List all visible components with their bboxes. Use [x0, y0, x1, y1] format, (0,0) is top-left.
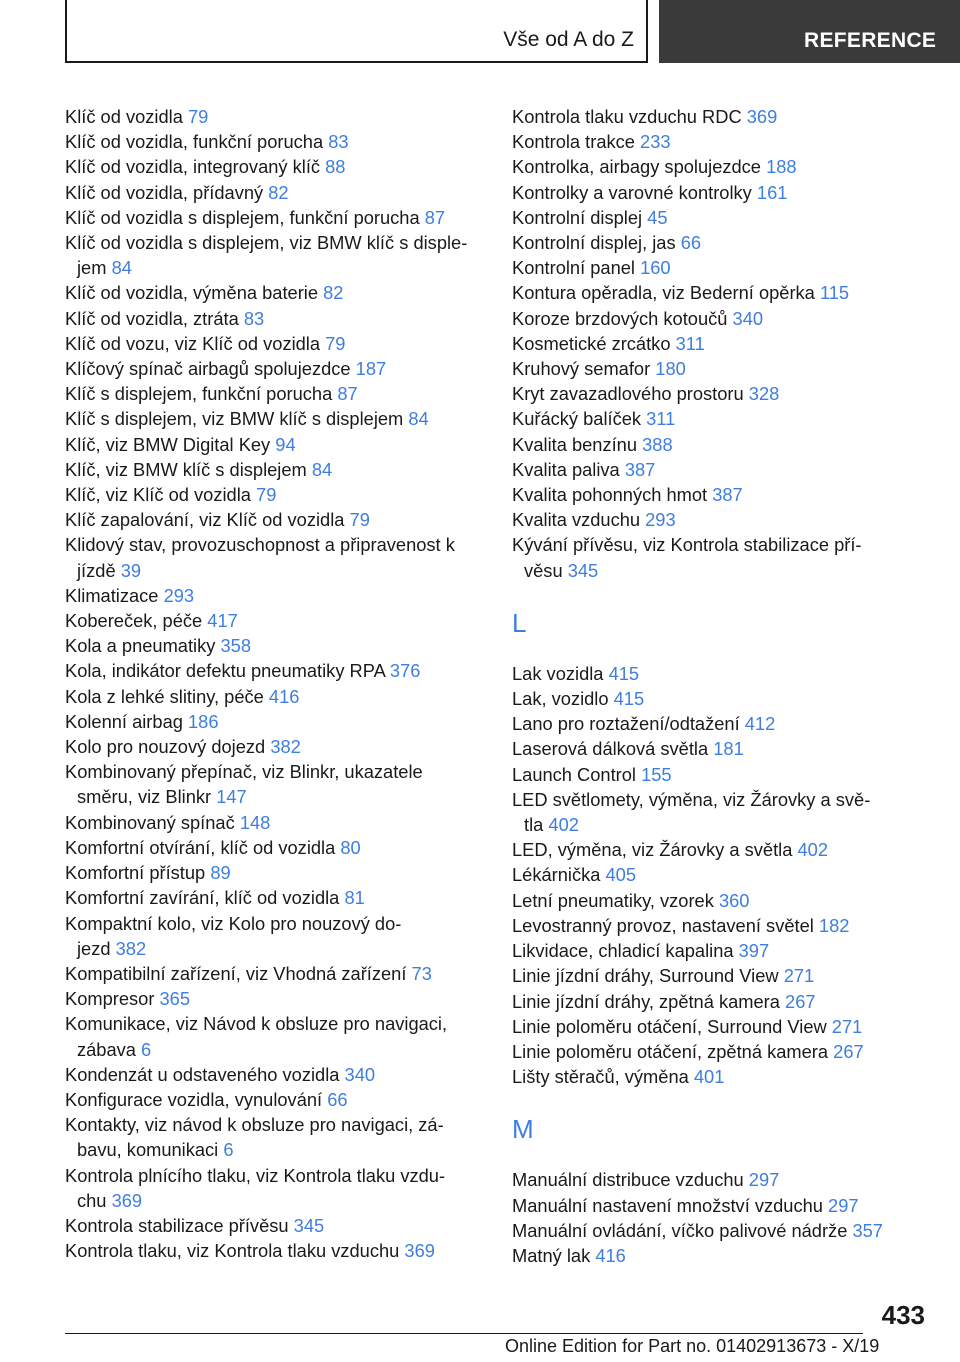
index-column-right — [512, 104, 932, 1268]
page-reference-link[interactable]: 297 — [748, 1169, 780, 1191]
page-reference-link[interactable]: 87 — [337, 383, 358, 405]
index-term: Likvidace, chladicí kapalina — [512, 940, 734, 962]
page-reference-link[interactable]: 182 — [818, 914, 850, 936]
index-term: Komfortní otvírání, klíč od vozidla — [65, 836, 336, 858]
index-entry — [512, 963, 932, 988]
page-reference-link[interactable]: 80 — [340, 836, 361, 858]
page-reference-link[interactable]: 160 — [640, 257, 671, 279]
index-term: Kondenzát u odstaveného vozidla — [65, 1063, 340, 1085]
index-entry — [512, 1014, 932, 1039]
index-entry — [65, 835, 485, 860]
index-entry — [512, 787, 932, 837]
index-term: Klidový stav, provozuschopnost a připravenost k — [65, 534, 455, 556]
index-term: Linie jízdní dráhy, Surround View — [512, 965, 779, 987]
index-term: Kola a pneumatiky — [65, 635, 216, 657]
page-reference-link[interactable]: 415 — [608, 662, 640, 684]
index-term: LED světlomety, výměna, viz Žárovky a svě- — [512, 788, 871, 810]
page-reference-link[interactable]: 311 — [675, 332, 705, 354]
page-reference-link[interactable]: 271 — [831, 1015, 863, 1037]
page-reference-link[interactable]: 369 — [746, 106, 778, 127]
page-reference-link[interactable]: 6 — [223, 1139, 234, 1161]
index-entry — [512, 482, 932, 507]
index-term: Kontakty, viz návod k obsluze pro navigaci, zá- — [65, 1114, 444, 1136]
index-term: Kosmetické zrcátko — [512, 332, 671, 354]
index-entry — [65, 633, 485, 658]
page-reference-link[interactable]: 293 — [163, 584, 195, 606]
index-term: Kola, indikátor defektu pneumatiky RPA — [65, 660, 385, 682]
index-entry — [65, 381, 485, 406]
page-reference-link[interactable]: 79 — [349, 509, 370, 531]
index-entry — [512, 762, 932, 787]
page-reference-link[interactable]: 401 — [693, 1066, 725, 1088]
index-entry — [65, 331, 485, 356]
page-reference-link[interactable]: 147 — [216, 786, 247, 808]
page-reference-link[interactable]: 405 — [605, 864, 637, 886]
page-reference-link[interactable]: 271 — [783, 965, 815, 987]
index-entry — [512, 686, 932, 711]
page-reference-link[interactable]: 161 — [756, 181, 788, 203]
page-reference-link[interactable]: 82 — [268, 181, 289, 203]
page-reference-link[interactable]: 328 — [748, 383, 780, 405]
page-number: 433 — [881, 1300, 925, 1330]
index-entry — [512, 507, 932, 532]
index-term: Kobereček, péče — [65, 610, 203, 632]
index-term: Linie jízdní dráhy, zpětná kamera — [512, 990, 780, 1012]
index-entry — [65, 1011, 485, 1061]
page-reference-link[interactable]: 81 — [344, 887, 365, 909]
page-reference-link[interactable]: 365 — [159, 988, 191, 1010]
index-entry — [65, 1213, 485, 1238]
index-entry — [65, 961, 485, 986]
index-term: Levostranný provoz, nastavení světel — [512, 914, 814, 936]
index-entry — [512, 306, 932, 331]
page-reference-link[interactable]: 83 — [243, 307, 265, 329]
page-reference-link[interactable]: 345 — [567, 559, 599, 581]
index-term: Manuální nastavení množství vzduchu — [512, 1194, 823, 1216]
index-term: Kontrolní panel — [512, 257, 635, 279]
index-entry — [512, 1039, 932, 1064]
index-term: Kolo pro nouzový dojezd — [65, 736, 266, 758]
index-term: Kontrola plnícího tlaku, viz Kontrola tlaku vzdu- — [65, 1164, 446, 1186]
index-term: Klíč, viz BMW Digital Key — [65, 433, 271, 455]
index-entry — [65, 432, 485, 457]
page-reference-link[interactable]: 45 — [647, 206, 668, 228]
index-term: Kontrola tlaku, viz Kontrola tlaku vzduchu — [65, 1240, 400, 1262]
page-reference-link[interactable]: 66 — [327, 1088, 348, 1110]
index-term: Kola z lehké slitiny, péče — [65, 685, 264, 707]
index-entry — [512, 888, 932, 913]
index-entry — [65, 1163, 485, 1213]
page-reference-link[interactable]: 388 — [642, 433, 673, 455]
page-reference-link[interactable]: 155 — [641, 763, 672, 785]
index-entry — [65, 507, 485, 532]
index-term: Klíč s displejem, funkční porucha — [65, 383, 333, 405]
index-entry — [512, 406, 932, 431]
index-term: Klíčový spínač airbagů spolujezdce — [65, 358, 351, 380]
index-entry — [512, 205, 932, 230]
index-entry — [65, 734, 485, 759]
index-entry — [65, 885, 485, 910]
index-entry — [512, 180, 932, 205]
page-reference-link[interactable]: 340 — [344, 1063, 376, 1085]
index-entry — [512, 432, 932, 457]
index-entry — [65, 608, 485, 633]
page-reference-link[interactable]: 187 — [355, 358, 387, 380]
index-term: Kryt zavazadlového prostoru — [512, 383, 744, 405]
page-reference-link[interactable]: 387 — [712, 484, 743, 506]
index-term: Kvalita pohonných hmot — [512, 484, 708, 506]
index-entry — [512, 280, 932, 305]
page-reference-link[interactable]: 66 — [680, 232, 702, 254]
index-entry — [512, 255, 932, 280]
page-reference-link[interactable]: 376 — [389, 660, 421, 682]
index-term: Lano pro roztažení/odtažení — [512, 713, 740, 735]
index-term: Kombinovaný spínač — [65, 811, 235, 833]
index-term: Launch Control — [512, 763, 636, 785]
index-term: Kombinovaný přepínač, viz Blinkr, ukazatele — [65, 761, 423, 783]
index-term: Klíč od vozidla, funkční porucha — [65, 131, 324, 153]
index-term: Lékárnička — [512, 864, 601, 886]
index-term: Matný lak — [512, 1244, 591, 1266]
page-reference-link[interactable]: 412 — [744, 713, 776, 735]
index-term: Klíč od vozu, viz Klíč od vozidla — [65, 332, 321, 354]
page-reference-link[interactable]: 267 — [785, 990, 816, 1012]
index-term: Kontrola trakce — [512, 131, 635, 153]
index-entry — [65, 356, 485, 381]
index-term: Kuřácký balíček — [512, 408, 642, 430]
index-entry — [65, 532, 485, 582]
index-term: Lak, vozidlo — [512, 688, 609, 710]
page-reference-link[interactable]: 297 — [828, 1194, 859, 1216]
index-entry — [512, 989, 932, 1014]
index-entry — [65, 230, 485, 280]
page-reference-link[interactable]: 233 — [640, 131, 671, 153]
index-term: Konfigurace vozidla, vynulování — [65, 1088, 323, 1110]
index-term: Klíč s displejem, viz BMW klíč s displejem — [65, 408, 404, 430]
page-reference-link[interactable]: 148 — [239, 811, 271, 833]
index-term: Klíč zapalování, viz Klíč od vozidla — [65, 509, 345, 531]
index-term: Linie poloměru otáčení, Surround View — [512, 1015, 827, 1037]
index-term: Kvalita paliva — [512, 458, 620, 480]
index-entry — [65, 658, 485, 683]
index-entry — [65, 1238, 485, 1263]
page-reference-link[interactable]: 340 — [732, 307, 764, 329]
index-term-continuation: věsu — [524, 559, 563, 581]
page-reference-link[interactable]: 79 — [325, 332, 346, 354]
index-term: Manuální ovládání, víčko palivové nádrže — [512, 1219, 848, 1241]
page-reference-link[interactable]: 345 — [293, 1214, 325, 1236]
index-entry — [512, 381, 932, 406]
index-entry — [512, 938, 932, 963]
index-entry — [512, 532, 932, 582]
index-term: Komfortní zavírání, klíč od vozidla — [65, 887, 340, 909]
index-entry — [65, 205, 485, 230]
page-reference-link[interactable]: 87 — [424, 206, 446, 228]
index-term: Kontrolní displej — [512, 206, 643, 228]
index-term-continuation: chu — [77, 1189, 107, 1211]
page-reference-link[interactable]: 88 — [325, 156, 346, 178]
page-reference-link[interactable]: 73 — [411, 962, 432, 984]
page-reference-link[interactable]: 416 — [595, 1244, 626, 1266]
index-entry — [512, 1243, 932, 1268]
index-term: Klíč, viz BMW klíč s displejem — [65, 458, 307, 480]
index-entry — [512, 837, 932, 862]
index-entry — [512, 661, 932, 686]
index-term-continuation: bavu, komunikaci — [77, 1139, 219, 1161]
index-entry — [65, 129, 485, 154]
index-term: Koroze brzdových kotoučů — [512, 307, 728, 329]
index-term: Klíč od vozidla s displejem, funkční porucha — [65, 206, 420, 228]
index-entry — [65, 1087, 485, 1112]
footer-divider — [65, 1333, 863, 1334]
page-reference-link[interactable]: 293 — [645, 509, 676, 531]
index-entry — [512, 129, 932, 154]
index-entry — [512, 1064, 932, 1089]
index-term: Kontrola stabilizace přívěsu — [65, 1214, 289, 1236]
index-entry — [65, 406, 485, 431]
page-reference-link[interactable]: 84 — [408, 408, 429, 430]
index-entry — [512, 711, 932, 736]
index-term: Lak vozidla — [512, 662, 604, 684]
index-entry — [65, 482, 485, 507]
index-term: Kontrola tlaku vzduchu RDC — [512, 106, 742, 127]
page-reference-link[interactable]: 369 — [111, 1189, 143, 1211]
section-letter: M — [512, 1114, 534, 1145]
index-entry — [65, 280, 485, 305]
page-reference-link[interactable]: 89 — [210, 862, 231, 884]
index-term: Kvalita vzduchu — [512, 509, 641, 531]
index-term: Klíč, viz Klíč od vozidla — [65, 484, 251, 506]
page-reference-link[interactable]: 402 — [548, 814, 579, 836]
page-reference-link[interactable]: 417 — [207, 610, 238, 632]
index-entry — [512, 154, 932, 179]
page-reference-link[interactable]: 416 — [268, 685, 300, 707]
index-term: Klíč od vozidla, výměna baterie — [65, 282, 319, 304]
index-entry — [512, 1167, 932, 1192]
index-entry — [65, 180, 485, 205]
index-term: Lišty stěračů, výměna — [512, 1066, 689, 1088]
page-reference-link[interactable]: 311 — [646, 408, 676, 430]
index-entry — [65, 810, 485, 835]
index-term-continuation: směru, viz Blinkr — [77, 786, 212, 808]
index-term: Kolenní airbag — [65, 710, 183, 732]
page-reference-link[interactable]: 83 — [328, 131, 349, 153]
index-term: Klíč od vozidla s displejem, viz BMW klíč s disple- — [65, 232, 468, 254]
index-term: Klimatizace — [65, 584, 159, 606]
index-term: Klíč od vozidla, ztráta — [65, 307, 239, 329]
page-reference-link[interactable]: 115 — [819, 282, 850, 304]
page-reference-link[interactable]: 360 — [718, 889, 750, 911]
index-entry — [512, 230, 932, 255]
index-entry — [65, 684, 485, 709]
index-term-continuation: jezd — [77, 937, 111, 959]
index-term: Komfortní přístup — [65, 862, 206, 884]
index-entry — [65, 709, 485, 734]
section-letter: L — [512, 607, 527, 638]
page-reference-link[interactable]: 6 — [141, 1038, 152, 1060]
index-entry — [65, 1062, 485, 1087]
page-reference-link[interactable]: 94 — [275, 433, 296, 455]
index-entry — [65, 154, 485, 179]
index-entry — [65, 986, 485, 1011]
page-reference-link[interactable]: 188 — [766, 156, 797, 178]
index-term: Kompresor — [65, 988, 155, 1010]
page-reference-link[interactable]: 387 — [624, 458, 656, 480]
page-reference-link[interactable]: 180 — [655, 358, 686, 380]
index-entry — [512, 457, 932, 482]
index-term: Letní pneumatiky, vzorek — [512, 889, 714, 911]
page-reference-link[interactable]: 415 — [613, 688, 645, 710]
page-reference-link[interactable]: 186 — [188, 710, 219, 732]
index-entry — [512, 331, 932, 356]
index-entry — [512, 104, 932, 129]
index-entry — [512, 862, 932, 887]
index-entry — [65, 306, 485, 331]
header-section-box — [65, 0, 648, 63]
page-reference-link[interactable]: 181 — [713, 738, 744, 760]
index-entry — [512, 1193, 932, 1218]
index-entry — [512, 913, 932, 938]
index-term: Kývání přívěsu, viz Kontrola stabilizace pří- — [512, 534, 862, 556]
index-term: Laserová dálková světla — [512, 738, 709, 760]
index-entry — [512, 736, 932, 761]
index-term: Klíč od vozidla — [65, 106, 183, 127]
page-reference-link[interactable]: 397 — [738, 940, 770, 962]
page-reference-link[interactable]: 369 — [404, 1240, 435, 1262]
index-term: Klíč od vozidla, integrovaný klíč — [65, 156, 321, 178]
page-reference-link[interactable]: 79 — [187, 106, 209, 127]
page-reference-link[interactable]: 84 — [311, 458, 333, 480]
index-term-continuation: zábava — [77, 1038, 136, 1060]
page-reference-link[interactable]: 82 — [323, 282, 344, 304]
index-term: Kontrolka, airbagy spolujezdce — [512, 156, 761, 178]
section-title: Vše od A do Z — [503, 28, 634, 51]
index-entry — [512, 356, 932, 381]
index-entry — [65, 911, 485, 961]
index-entry — [512, 1218, 932, 1243]
index-entry — [65, 457, 485, 482]
index-term: Kompaktní kolo, viz Kolo pro nouzový do- — [65, 912, 402, 934]
index-term: Kontrolky a varovné kontrolky — [512, 181, 752, 203]
page-reference-link[interactable]: 382 — [270, 736, 301, 758]
page-reference-link[interactable]: 79 — [256, 484, 277, 506]
index-term-continuation: jízdě — [77, 559, 116, 581]
index-term: Kontura opěradla, viz Bederní opěrka — [512, 282, 815, 304]
index-term: LED, výměna, viz Žárovky a světla — [512, 839, 793, 861]
page-reference-link[interactable]: 84 — [111, 257, 132, 279]
index-term: Kontrolní displej, jas — [512, 232, 676, 254]
index-term-continuation: tla — [524, 814, 544, 836]
footer-edition-text: Online Edition for Part no. 01402913673 - X/19 — [505, 1336, 880, 1356]
index-term: Manuální distribuce vzduchu — [512, 1169, 744, 1191]
index-column-left — [65, 104, 485, 1263]
index-term: Kvalita benzínu — [512, 433, 638, 455]
index-entry — [65, 104, 485, 129]
page-reference-link[interactable]: 382 — [115, 937, 147, 959]
index-entry — [65, 860, 485, 885]
index-term: Komunikace, viz Návod k obsluze pro navigaci, — [65, 1013, 448, 1035]
index-entry — [65, 1112, 485, 1162]
index-term: Kruhový semafor — [512, 358, 651, 380]
reference-tab-label: REFERENCE — [804, 29, 937, 52]
page-reference-link[interactable]: 358 — [220, 635, 252, 657]
index-term: Linie poloměru otáčení, zpětná kamera — [512, 1040, 829, 1062]
page-reference-link[interactable]: 39 — [120, 559, 142, 581]
page-reference-link[interactable]: 402 — [797, 839, 829, 861]
index-term: Klíč od vozidla, přídavný — [65, 181, 264, 203]
index-term: Kompatibilní zařízení, viz Vhodná zařízení — [65, 962, 407, 984]
index-entry — [65, 759, 485, 809]
page-reference-link[interactable]: 267 — [833, 1040, 864, 1062]
reference-tab[interactable] — [659, 0, 960, 63]
index-term-continuation: jem — [77, 257, 107, 279]
page-reference-link[interactable]: 357 — [852, 1219, 883, 1241]
index-entry — [65, 583, 485, 608]
